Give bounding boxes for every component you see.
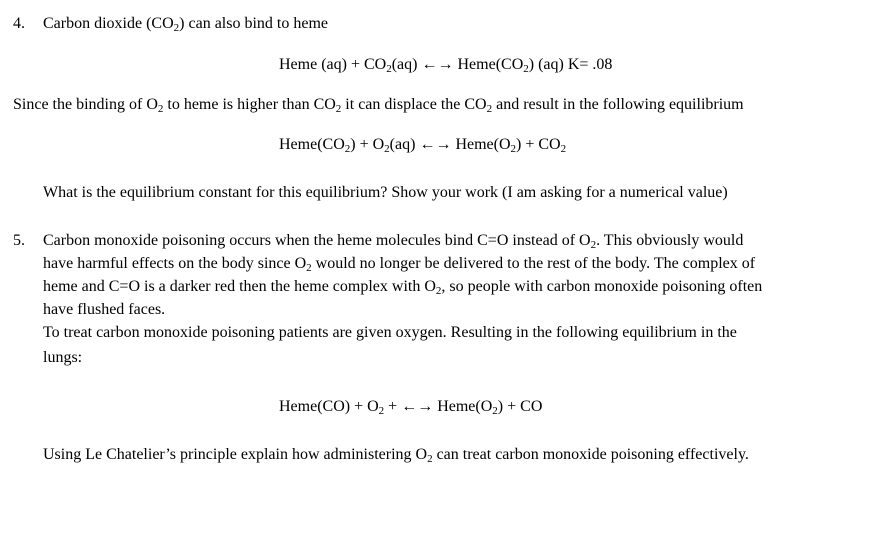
question-5-line-2: have harmful effects on the body since $O_2$ would no longer be delivered to the rest of the body. The complex of [43,255,756,274]
double-arrow-icon: ←→ [397,398,438,415]
equation-1: Heme $(aq) + CO_2(aq)$ ←→ $Heme(CO_2)$ (aq) K= .08 [279,56,613,75]
question-5-line-4: have flushed faces. [43,301,166,318]
double-arrow-icon: ←→ [417,56,458,73]
displacement-sentence: Since the binding of $O_2$ to heme is higher than $CO_2$ it can displace the $CO_2$ and result in the following equilibrium [13,96,744,115]
question-5-prompt: Using Le Chatelier’s principle explain how administering $O_2$ can treat carbon monoxide poisoning effectively. [43,446,749,465]
question-4-prompt: What is the equilibrium constant for this equilibrium? Show your work (I am asking for a numerical value) [43,184,728,201]
question-5-line-3: heme and C=O is a darker red then the heme complex with $O_2$, so people with carbon monoxide poisoning often [43,278,763,297]
double-arrow-icon: ←→ [415,136,456,153]
question-4-number: 4. [13,15,25,32]
question-5-line-5: To treat carbon monoxide poisoning patients are given oxygen. Resulting in the following equilibrium in the [43,324,737,341]
question-5-line-1: Carbon monoxide poisoning occurs when the heme molecules bind C=O instead of $O_2$. This obviously would [43,232,744,251]
question-5-number: 5. [13,232,25,249]
question-4-heading: Carbon dioxide $(CO_2)$ can also bind to heme [43,15,328,34]
question-5-line-6: lungs: [43,349,83,366]
equation-3: Heme(CO) + $O_2$ + ←→ $Heme(O_2)$ + CO [279,398,543,417]
equation-2: $Heme(CO_2) + O_2(aq)$ ←→ $Heme(O_2) + CO_2$ [279,136,567,155]
